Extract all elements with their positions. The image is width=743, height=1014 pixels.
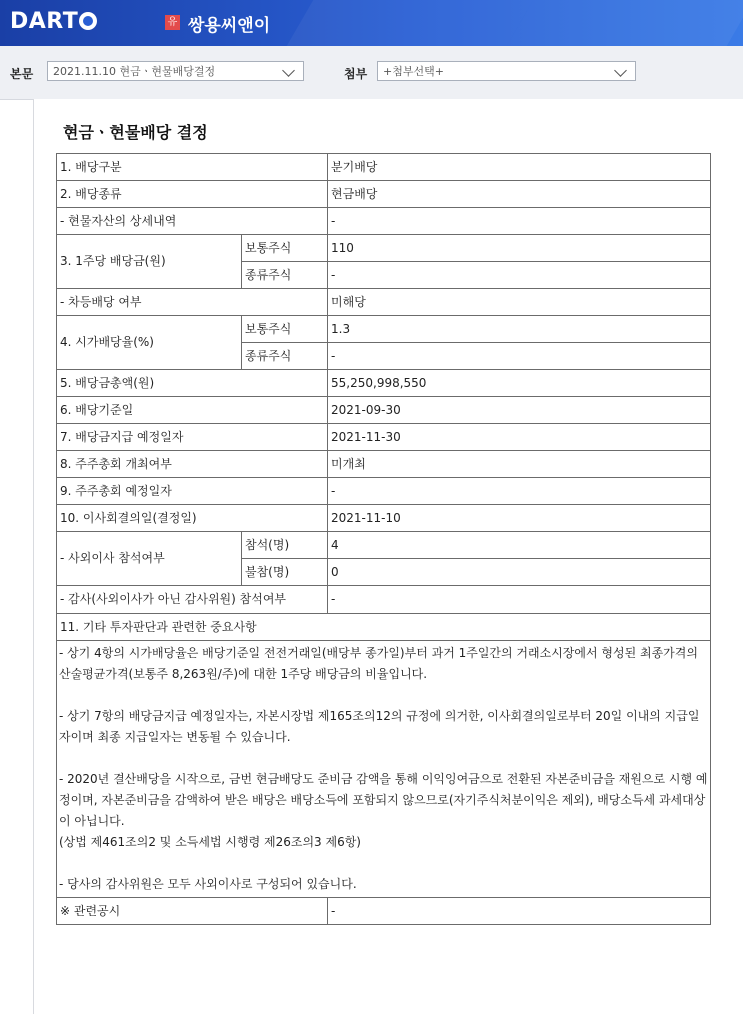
row-label: - 차등배당 여부 (57, 289, 328, 316)
table-row (57, 478, 711, 505)
row-label: ※ 관련공시 (57, 898, 328, 925)
dart-logo-mark-icon (79, 12, 97, 30)
table-row (57, 614, 711, 641)
row-value: 55,250,998,550 (328, 370, 711, 397)
row-label: - 감사(사외이사가 아닌 감사위원) 참석여부 (57, 586, 328, 614)
row-label: 2. 배당종류 (57, 181, 328, 208)
row-value: 2021-09-30 (328, 397, 711, 424)
filter-bar (0, 46, 743, 100)
row-sublabel: 종류주식 (242, 343, 328, 370)
table-row (57, 532, 711, 559)
row-sublabel: 보통주식 (242, 316, 328, 343)
row-sublabel: 불참(명) (242, 559, 328, 586)
row-value: 110 (328, 235, 711, 262)
row-sublabel: 참석(명) (242, 532, 328, 559)
table-row (57, 641, 711, 898)
row-label: 5. 배당금총액(원) (57, 370, 328, 397)
row-label: 7. 배당금지급 예정일자 (57, 424, 328, 451)
table-row (57, 316, 711, 343)
row-label: 6. 배당기준일 (57, 397, 328, 424)
dart-logo[interactable]: DART (10, 9, 97, 34)
chevron-down-icon (614, 64, 627, 77)
table-row (57, 208, 711, 235)
table-row (57, 370, 711, 397)
row-value: - (328, 343, 711, 370)
body-label: 본문 (10, 67, 34, 81)
attach-select[interactable] (377, 61, 636, 81)
row-value: 2021-11-30 (328, 424, 711, 451)
dividend-table (56, 153, 711, 925)
row-label: - 사외이사 참석여부 (57, 532, 242, 586)
row-sublabel: 보통주식 (242, 235, 328, 262)
row-value: 미해당 (328, 289, 711, 316)
row-value: - (328, 586, 711, 614)
chevron-down-icon (282, 64, 295, 77)
row-value: 분기배당 (328, 154, 711, 181)
table-row (57, 424, 711, 451)
row-label: 8. 주주총회 개최여부 (57, 451, 328, 478)
row-value: - (328, 262, 711, 289)
row-value: 4 (328, 532, 711, 559)
table-row (57, 154, 711, 181)
row-label: 3. 1주당 배당금(원) (57, 235, 242, 289)
document-title: 현금ㆍ현물배당 결정 (63, 123, 208, 142)
table-row (57, 181, 711, 208)
row-label: 9. 주주총회 예정일자 (57, 478, 328, 505)
row-label: 10. 이사회결의일(결정일) (57, 505, 328, 532)
table-row (57, 898, 711, 925)
body-select[interactable] (47, 61, 304, 81)
row-value: 현금배당 (328, 181, 711, 208)
important-notes: - 상기 4항의 시가배당율은 배당기준일 전전거래일(배당부 종가일)부터 과거 1주일간의 거래소시장에서 형성된 최종가격의 산술평균가격(보통주 8,263원/주)에 대한 1주당 배당금의 비율입니다. - 상기 7항의 배당금지급 예정일자는, 자본시장법 제165조의12의 규정에 의거한, 이사회결의일로부터 20일 이내의 지급일자이며 최종 지급일자는 변동될 수 있습니다. - 2020년 결산배당을 시작으로, 금번 현금배당도 준비금 감액을 통해 이익잉여금으로 전환된 자본준비금을 재원으로 시행 예정이며, 자본준비금을 감액하여 받은 배당은 배당소득에 포함되지 않으므로(자기주식처분이익은 제외), 배당소득세 과세대상이 아닙니다. (상법 제461조의2 및 소득세법 시행령 제26조의3 제6항) - 당사의 감사위원은 모두 사외이사로 구성되어 있습니다. (57, 641, 711, 898)
market-badge: 유 (165, 15, 180, 30)
row-label: 4. 시가배당율(%) (57, 316, 242, 370)
attach-select-value: +첨부선택+ (383, 65, 444, 78)
row-value: - (328, 898, 711, 925)
table-row (57, 289, 711, 316)
table-row (57, 451, 711, 478)
top-bar (0, 0, 743, 46)
row-value: 0 (328, 559, 711, 586)
attach-label: 첨부 (344, 67, 368, 81)
company-name: 쌍용씨앤이 (188, 16, 271, 36)
row-value: 미개최 (328, 451, 711, 478)
table-row (57, 586, 711, 614)
body-select-value: 2021.11.10 현금ㆍ현물배당결정 (53, 65, 216, 78)
row-value: 2021-11-10 (328, 505, 711, 532)
row-value: - (328, 208, 711, 235)
section-heading: 11. 기타 투자판단과 관련한 중요사항 (57, 614, 711, 641)
row-value: - (328, 478, 711, 505)
row-value: 1.3 (328, 316, 711, 343)
table-row (57, 505, 711, 532)
row-sublabel: 종류주식 (242, 262, 328, 289)
table-row (57, 235, 711, 262)
row-label: - 현물자산의 상세내역 (57, 208, 328, 235)
table-row (57, 397, 711, 424)
row-label: 1. 배당구분 (57, 154, 328, 181)
